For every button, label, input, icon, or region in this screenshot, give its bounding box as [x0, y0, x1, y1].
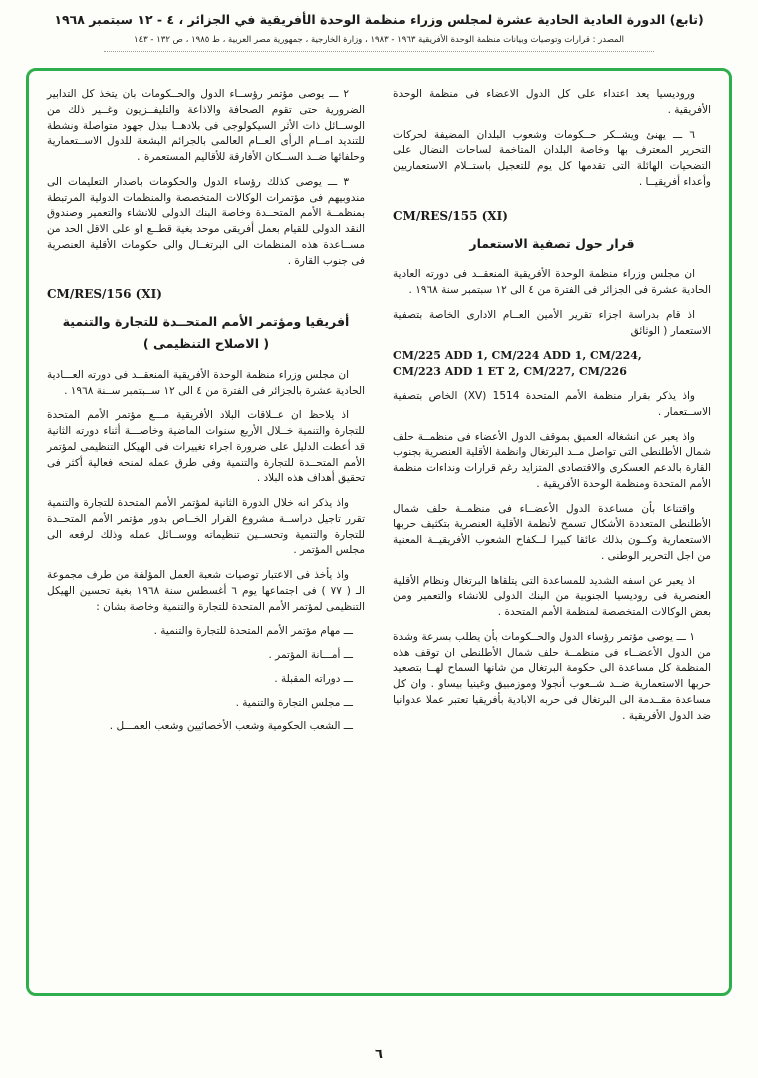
paragraph-nato-concern: واذ يعبر عن انشغاله العميق بموقف الدول الأعضاء فى منظمــة حلف شمال الأطلنطى التى تواصل مــد البرتغال وانظمة الأقلية العنصرية بجنوب القارة بالدعم العسكرى والاقتصادى المتزايد رغم قرارات ونداءات منظمة الأمم المتحدة ومنظمة الوحدة الأفريقية .	[393, 430, 711, 490]
document-codes-line-1: CM/225 ADD 1, CM/224 ADD 1, CM/224,	[393, 349, 642, 363]
document-codes-line-2: CM/223 ADD 1 ET 2, CM/227, CM/226	[393, 365, 627, 379]
paragraph-recommendation-3: ٣ ـــ يوصى كذلك رؤساء الدول والحكومات باصدار التعليمات الى مندوبيهم فى مؤتمرات الوكالات المتخصصة والمنظمات الدولية المرتبطة بمنظمــة الأمم المتحــدة وخاصة البنك الدولى للانشاء والتعمير وصندوق النقد الدولى للقيام بعمل أفريقى موحد بغية قطــع او على الاقل الحد من مســاعدة هذه المنظمات الى البرتغــال والى حكومات الأقلية العنصرية فى جنوب القارة .	[47, 175, 365, 267]
paragraph-report-study-intro: اذ قام بدراسة اجزاء تقرير الأمين العــام الادارى الخاصة بتصفية الاستعمار ( الوثائق	[393, 308, 711, 337]
paragraph-recommendation-1: ١ ـــ يوصى مؤتمر رؤساء الدول والحــكومات بأن يطلب بسرعة وشدة من الدول الأعضــاء فى منظمــة حلف شمال الأطلنطى ان توقف هذه المنظمة كل مساعدة الى حكومة البرتغال من شانها السماح لهــا بتصعيد حربها الاستعمارية ضــد شــعوب أنجولا وموزمبيق وغينيا بيساو . وان كل مساعدة مقــدمة الى البرتغال فى حربه الابادية بأفريقيا تعتبر عملا عدوانيا ضد الدول الأفريقية .	[393, 630, 711, 722]
column-right	[393, 87, 711, 977]
paragraph-unctad-relations: اذ يلاحظ ان عــلاقات البلاد الأفريقية مـــع مؤتمر الأمم المتحدة للتجارة والتنمية خــلال الأربع سنوات الماضية وخاصـــة أثناء دورته الثانية قد أعطت الدليل على ضرورة اجراء تغييرات فى الهيكل التنظيمى لمؤتمر الأمم المتحــدة للتجارة والتنمية وفى طرق عمله لمنحه فعالية أكثر فى تحقيق أهداف هذه البلاد .	[47, 409, 365, 485]
resolution-heading-decolonization: قرار حول تصفية الاستعمار	[469, 235, 635, 251]
resolution-code-155: CM/RES/155 (XI)	[393, 208, 508, 223]
resolution-heading-unctad	[47, 313, 365, 354]
resolution-heading-unctad-line1: أفريقيا ومؤتمر الأمم المتحــدة للتجارة والتنمية	[62, 314, 350, 330]
list-item: ـــ أمـــانة المؤتمر .	[268, 649, 353, 661]
paragraph-nato-aid-conviction: واقتناعا بأن مساعدة الدول الأعضــاء فى منظمــة حلف شمال الأطلنطى المتعددة الأشكال تسمح لأنظمة الأقلية العنصرية بتكثيف حربها الاستعمارية وكــون بذلك عائقا كبيرا لــكفاح الشعوب الأفريقيــة المعنية من اجل التحرير الوطنى .	[393, 502, 711, 562]
list-item: ـــ مهام مؤتمر الأمم المتحدة للتجارة والتنمية .	[153, 625, 353, 638]
paragraph-un-resolution-1514: واذ يذكر بقرار منظمة الأمم المتحدة 1514 (XV) الخاص بتصفية الاســتعمار .	[393, 390, 711, 418]
document-source-line: المصدر : قرارات وتوصيات وبيانات منظمة الوحدة الأفريقية ١٩٦٣ - ١٩٨٣ ، وزارة الخارجية ، جمهورية مصر العربية ، ط ١٩٨٥ ، ص ١٣٢ - ١٤٣	[104, 35, 654, 52]
paragraph-group-77-recommendations: واذ يأخذ فى الاعتبار توصيات شعبة العمل المؤلفة من طرف مجموعة الـ ( ٧٧ ) فى اجتماعها يوم ٦ أغسطس سنة ١٩٦٨ بغية تحسين الهيكل التنظيمى لمؤتمر الأمم المتحدة للتجارة والتنمية وخاصة بشان :	[47, 569, 366, 613]
resolution-code-156: CM/RES/156 (XI)	[47, 287, 162, 302]
content-frame	[26, 68, 732, 996]
paragraph-item-6: ٦ ـــ يهنئ ويشــكر حــكومات وشعوب البلدان المضيفة لحركات التحرير المعترف بها وخاصة البلدان المتاخمة لساحات النضال على التضحيات الهائلة التى تقدمها كل يوم للتعجيل باستــلام الاستعماريين وأعداء أفريقيــا .	[393, 128, 711, 188]
paragraph-council-session-2: ان مجلس وزراء منظمة الوحدة الأفريقية المنعقــد فى دورته العـــادية الحادية عشرة بالجزائر فى الفترة من ٤ الى ١٢ ســبتمبر ســنة ١٩٦٨ .	[47, 368, 365, 397]
document-header	[0, 0, 758, 52]
paragraph-recommendation-2: ٢ ـــ يوصى مؤتمر رؤســاء الدول والحــكومات بان يتخذ كل التدابير الضرورية حتى تقوم الصحافة والاذاعة والتليفــزيون وغــير ذلك من الوســائل ذات الأثر السيكولوجى فى بلادهــا ببذل جهود متواصلة ونشطة للتنديد امــام الرأى العــام العالمى بالجرائم البشعة للدول الاســتعمارية وحلفائها ضــد الســكان الأفارقة للأقاليم المستعمرة .	[47, 88, 365, 163]
list-item: ـــ الشعب الحكومية وشعب الأخصائيين وشعب العمـــل .	[109, 720, 353, 733]
column-left	[47, 87, 365, 977]
paragraph-continuation: وروديسيا يعد اعتداء على كل الدول الاعضاء فى منظمة الوحدة الأفريقية .	[393, 88, 711, 116]
document-title: (تابع) الدورة العادية الحادية عشرة لمجلس وزراء منظمة الوحدة الأفريقية في الجزائر ، ٤ - ١٢ سبتمبر ١٩٦٨	[54, 12, 704, 27]
resolution-heading-unctad-line2: ( الاصلاح التنظيمى )	[142, 336, 270, 351]
paragraph-second-session-postponement: واذ يذكر انه خلال الدورة الثانية لمؤتمر الأمم المتحدة للتجارة والتنمية تقرر تاجيل دراســة مشروع القرار الخــاص بدور مؤتمر الأمم المتحــدة للتجارة والتنمية وتحســين تنظيماته ووســائل عمله وذلك لرفعه الى مجلس المؤتمر .	[47, 497, 365, 557]
document-footer	[0, 1047, 758, 1062]
list-item: ـــ دوراته المقبلة .	[274, 672, 353, 685]
document-codes-block	[393, 348, 711, 380]
paragraph-world-bank-regret: اذ يعبر عن اسفه الشديد للمساعدة التى يتلقاها البرتغال ونظام الأقلية العنصرية فى روديسيا الجنوبية من البنك الدولى للانشاء والتعمير ومن بعض الوكالات المتخصصة لمنظمة الأمم المتحدة .	[393, 574, 711, 619]
unctad-topics-list	[47, 624, 365, 735]
list-item: ـــ مجلس التجارة والتنمية .	[235, 696, 353, 709]
page-number: ٦	[375, 1047, 383, 1062]
paragraph-council-session: ان مجلس وزراء منظمة الوحدة الأفريقية المنعقــد فى دورته العادية الحادية عشرة فى الجزائر فى الفترة من ٤ الى ١٢ سبتمبر سنة ١٩٦٨ .	[393, 268, 711, 296]
